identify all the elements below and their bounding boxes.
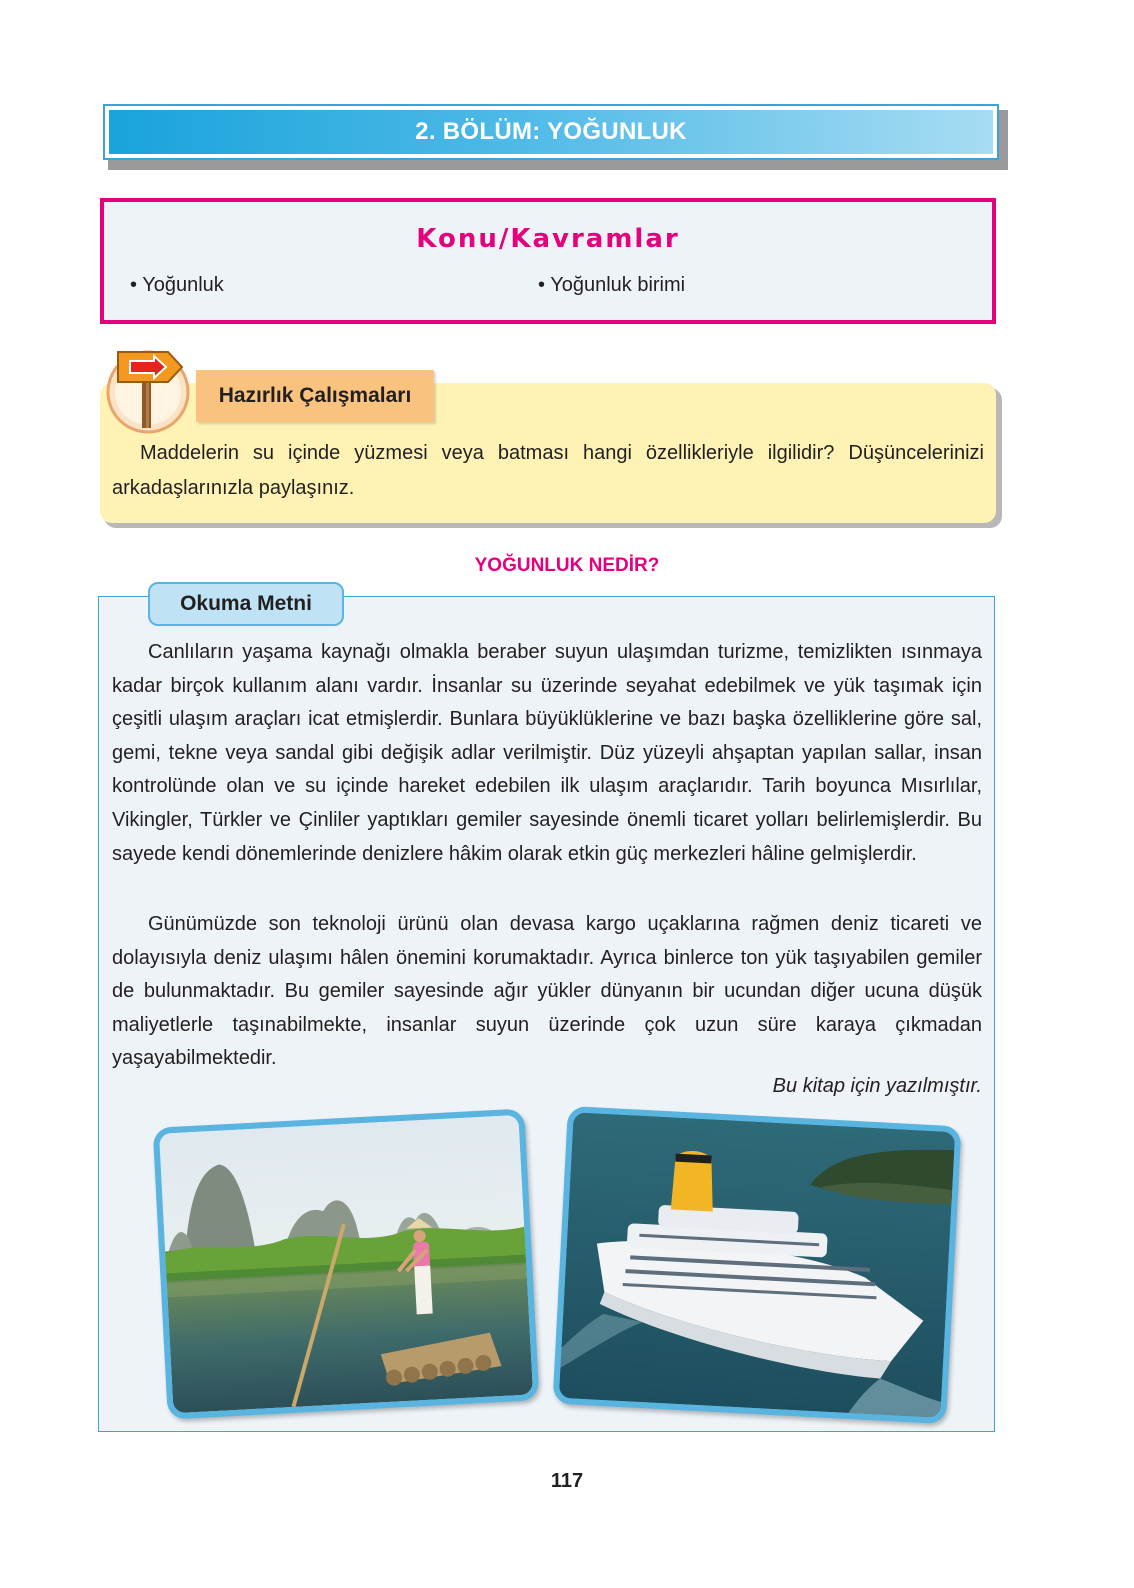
section-heading: YOĞUNLUK NEDİR?: [474, 555, 660, 576]
chapter-title: 2. BÖLÜM: YOĞUNLUK: [109, 110, 993, 154]
cruise-ship-photo: [552, 1106, 961, 1424]
reading-paragraph: Canlıların yaşama kaynağı olmakla beraber suyun ulaşımdan turizme, temizlikten ısınmaya kadar birçok kullanım alanı vardır. İnsanlar su üzerinde seyahat edebilmek ve yük taşımak için çeşitli ulaşım araçları icat etmişlerdir. Bunlara büyüklüklerine ve bazı başka özelliklerine göre sal, gemi, tekne veya sandal gibi değişik adlar verilmiştir. Düz yüzeyli ahşaptan yapılan sallar, insan kontrolünde olan ve su içinde hareket edebilen ilk ulaşım araçlarıdır. Tarih boyunca Mısırlılar, Vikingler, Türkler ve Çinliler yaptıkları gemiler sayesinde önemli ticaret yolları belirlemişlerdir. Bu sayede kendi dönemlerinde denizlere hâkim olarak etkin güç merkezleri hâline gelmişlerdir.: [112, 641, 982, 865]
topic-item: • Yoğunluk: [130, 274, 224, 296]
raft-photo: [153, 1108, 540, 1419]
topic-item: • Yoğunluk birimi: [538, 274, 686, 296]
preparation-title: Hazırlık Çalışmaları: [196, 370, 434, 422]
reading-paragraph: Günümüzde son teknoloji ürünü olan devasa kargo uçaklarına rağmen deniz ticareti ve dolayısıyla deniz ulaşımı hâlen önemini korumaktadır. Ayrıca binlerce ton yük taşıyabilen gemiler de bulunmaktadır. Bu gemiler sayesinde ağır yükler dünyanın bir ucundan diğer ucuna düşük maliyetlerle taşınabilmekte, insanlar suyun üzerinde çok uzun süre karaya çıkmadan yaşayabilmektedir.: [112, 913, 982, 1070]
signpost-icon: [104, 342, 192, 434]
topics-box: [100, 198, 996, 324]
page-number: 117: [550, 1470, 584, 1492]
topics-title: Konu/Kavramlar: [416, 224, 680, 254]
reading-label: Okuma Metni: [148, 582, 344, 626]
chapter-banner: [103, 104, 999, 160]
source-note: Bu kitap için yazılmıştır.: [772, 1075, 982, 1097]
preparation-question: Maddelerin su içinde yüzmesi veya batması hangi özellikleriyle ilgilidir? Düşüncelerinizi arkadaşlarınızla paylaşınız.: [112, 442, 984, 499]
